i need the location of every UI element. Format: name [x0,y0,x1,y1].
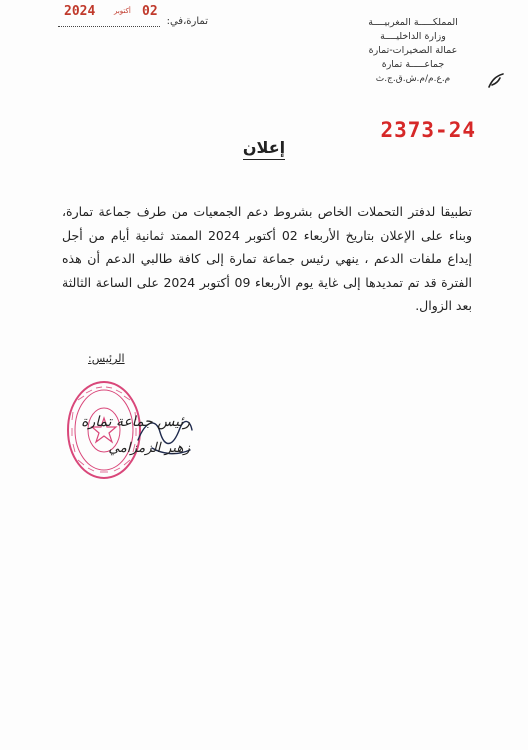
signer-name: زهير الزمزامي [108,440,190,456]
date-dotted-line [58,26,160,27]
page-title [0,138,528,157]
date-place-label: تمارة،في: [166,16,208,27]
letterhead-kingdom: المملكـــــة المغربيــــة [368,17,458,28]
announcement-body: تطبيقا لدفتر التحملات الخاص بشروط دعم الجمعيات من طرف جماعة تمارة، وبناء على الإعلان بتاريخ الأربعاء 02 أكتوبر 2024 الممتد ثمانية أيام من أجل إيداع ملفات الدعم ، ينهي رئيس جماعة تمارة إلى كافة طالبي الدعم أن هذه الفترة قد تم تمديدها إلى غاية يوم الأربعاء 09 أكتوبر 2024 على الساعة الثالثة بعد الزوال. [62,204,473,313]
letterhead-reference: م.ع.م/م.ش.ق.ج.ث [375,74,451,84]
signer-title: رئيس جماعة تمارة [81,414,190,430]
date-stamp-year: 2024 [64,4,96,19]
date-stamp-month: أكتوبر [114,7,131,15]
page-title-text: إعلان [243,138,285,160]
letterhead [338,16,488,86]
letterhead-commune: جماعـــــة تمارة [381,59,445,70]
president-label: الرئيس: [88,352,125,365]
date-stamp-day: 02 [142,4,158,19]
registration-number: 2373-24 [380,118,476,142]
letterhead-prefecture: عمالة الصخيرات-تمارة [368,45,458,56]
pen-mark-icon [486,72,506,90]
letterhead-ministry: وزارة الداخليــــة [380,31,446,42]
